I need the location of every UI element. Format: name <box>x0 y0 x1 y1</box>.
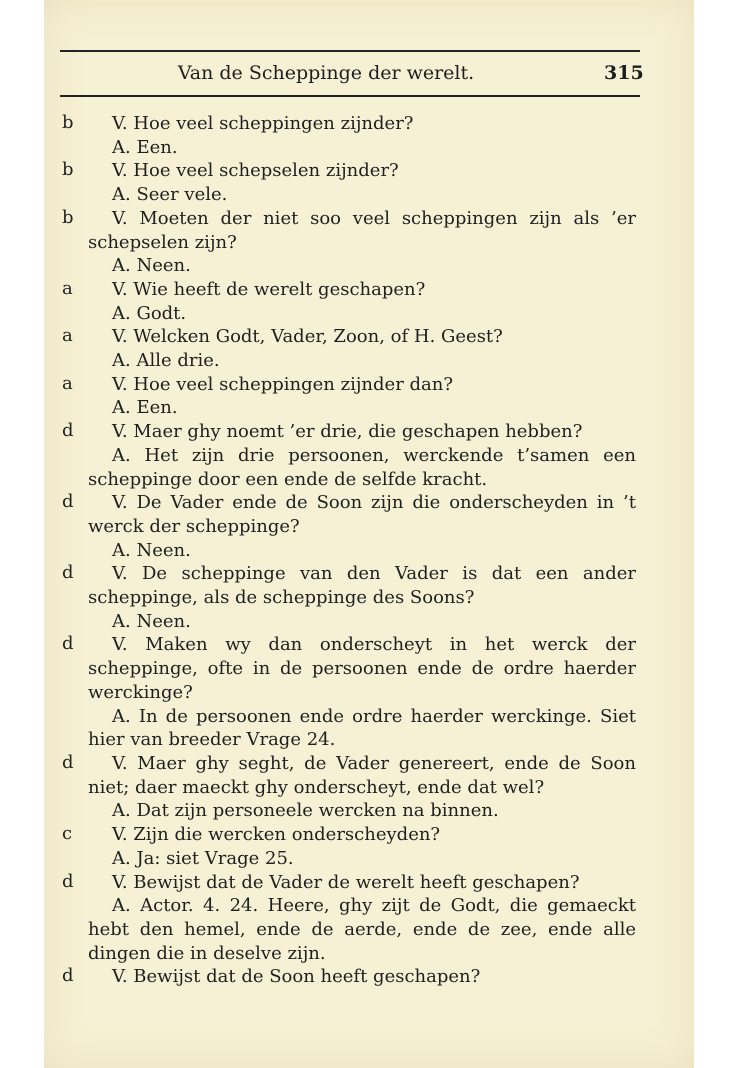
entry <box>44 396 694 420</box>
entry <box>44 562 694 609</box>
margin-marker: a <box>62 325 73 347</box>
entry <box>44 444 694 491</box>
entry-text: A. Het zijn drie persoonen, werckende t’samen een scheppinge door een ende de selfde kracht. <box>88 444 636 490</box>
margin-marker: d <box>62 491 74 513</box>
entry-text: V. De Vader ende de Soon zijn die onderscheyden in ’t werck der scheppinge? <box>88 492 636 537</box>
header-top-rule <box>60 50 640 52</box>
entry <box>44 871 694 895</box>
entry-text: V. Wie heeft de werelt geschapen? <box>112 278 426 300</box>
margin-marker: a <box>62 372 73 394</box>
margin-marker: d <box>62 751 74 773</box>
entry <box>44 894 694 965</box>
entry <box>44 610 694 634</box>
margin-marker: d <box>62 965 74 987</box>
entry <box>44 183 694 207</box>
entry-text: A. Dat zijn personeele wercken na binnen. <box>112 800 499 822</box>
entry-text: V. Bewijst dat de Vader de werelt heeft geschapen? <box>112 871 580 893</box>
entry-text: V. Maer ghy noemt ’er drie, die geschapen hebben? <box>112 421 583 443</box>
entry <box>44 491 694 538</box>
catechism-text <box>44 112 694 989</box>
entry-text: A. Een. <box>112 136 178 158</box>
entry-text: V. Welcken Godt, Vader, Zoon, of H. Geest? <box>112 326 503 348</box>
entry <box>44 325 694 349</box>
entry <box>44 207 694 254</box>
margin-marker: d <box>62 562 74 584</box>
entry-text: A. Neen. <box>112 539 191 561</box>
entry <box>44 633 694 704</box>
entry-text: A. Seer vele. <box>112 184 228 206</box>
entry <box>44 965 694 989</box>
entry <box>44 420 694 444</box>
margin-marker: a <box>62 277 73 299</box>
margin-marker: c <box>62 823 73 845</box>
entry <box>44 254 694 278</box>
entry-text: A. Een. <box>112 397 178 419</box>
entry <box>44 799 694 823</box>
entry-text: V. Hoe veel scheppingen zijnder? <box>112 113 414 134</box>
entry <box>44 112 694 136</box>
entry <box>44 302 694 326</box>
book-page <box>44 0 694 1068</box>
margin-marker: b <box>62 159 74 181</box>
entry <box>44 752 694 799</box>
entry-text: V. Hoe veel scheppingen zijnder dan? <box>112 373 454 395</box>
entry-text: A. Godt. <box>112 302 187 324</box>
entry-text: A. Neen. <box>112 610 191 632</box>
entry-text: V. De scheppinge van den Vader is dat een ander scheppinge, als de scheppinge des Soons? <box>88 563 636 609</box>
entry-text: A. Ja: siet Vrage 25. <box>112 847 294 869</box>
entry-text: V. Zijn die wercken onderscheyden? <box>112 824 441 846</box>
entry <box>44 349 694 373</box>
entry-text: A. Neen. <box>112 255 191 277</box>
margin-marker: b <box>62 112 74 133</box>
entry-text: V. Maer ghy seght, de Vader genereert, ende de Soon niet; daer maeckt ghy onderscheyt, ende dat wel? <box>88 752 636 798</box>
entry <box>44 159 694 183</box>
entry-text: V. Bewijst dat de Soon heeft geschapen? <box>112 966 481 988</box>
entry <box>44 278 694 302</box>
entry <box>44 705 694 752</box>
entry-text: V. Hoe veel schepselen zijnder? <box>112 160 399 182</box>
entry <box>44 847 694 871</box>
entry <box>44 823 694 847</box>
margin-marker: b <box>62 206 74 228</box>
page-number: 315 <box>604 62 644 84</box>
header-bottom-rule <box>60 95 640 97</box>
entry-text: V. Moeten der niet soo veel scheppingen zijn als ’er schepselen zijn? <box>88 207 636 253</box>
entry-text: A. Actor. 4. 24. Heere, ghy zijt de Godt, die gemaeckt hebt den hemel, ende de aerde, ende de zee, ende alle dingen die in deselve zijn. <box>88 895 636 964</box>
entry-text: V. Maken wy dan onderscheyt in het werck der scheppinge, ofte in de persoonen ende de ordre haerder werckinge? <box>88 634 636 703</box>
entry <box>44 539 694 563</box>
entry <box>44 373 694 397</box>
entry <box>44 136 694 160</box>
margin-marker: d <box>62 870 74 892</box>
entry-text: A. In de persoonen ende ordre haerder werckinge. Siet hier van breeder Vrage 24. <box>88 705 636 751</box>
entry-text: A. Alle drie. <box>112 350 220 372</box>
running-header-title: Van de Scheppinge der werelt. <box>177 62 475 84</box>
margin-marker: d <box>62 633 74 655</box>
margin-marker: d <box>62 420 74 442</box>
